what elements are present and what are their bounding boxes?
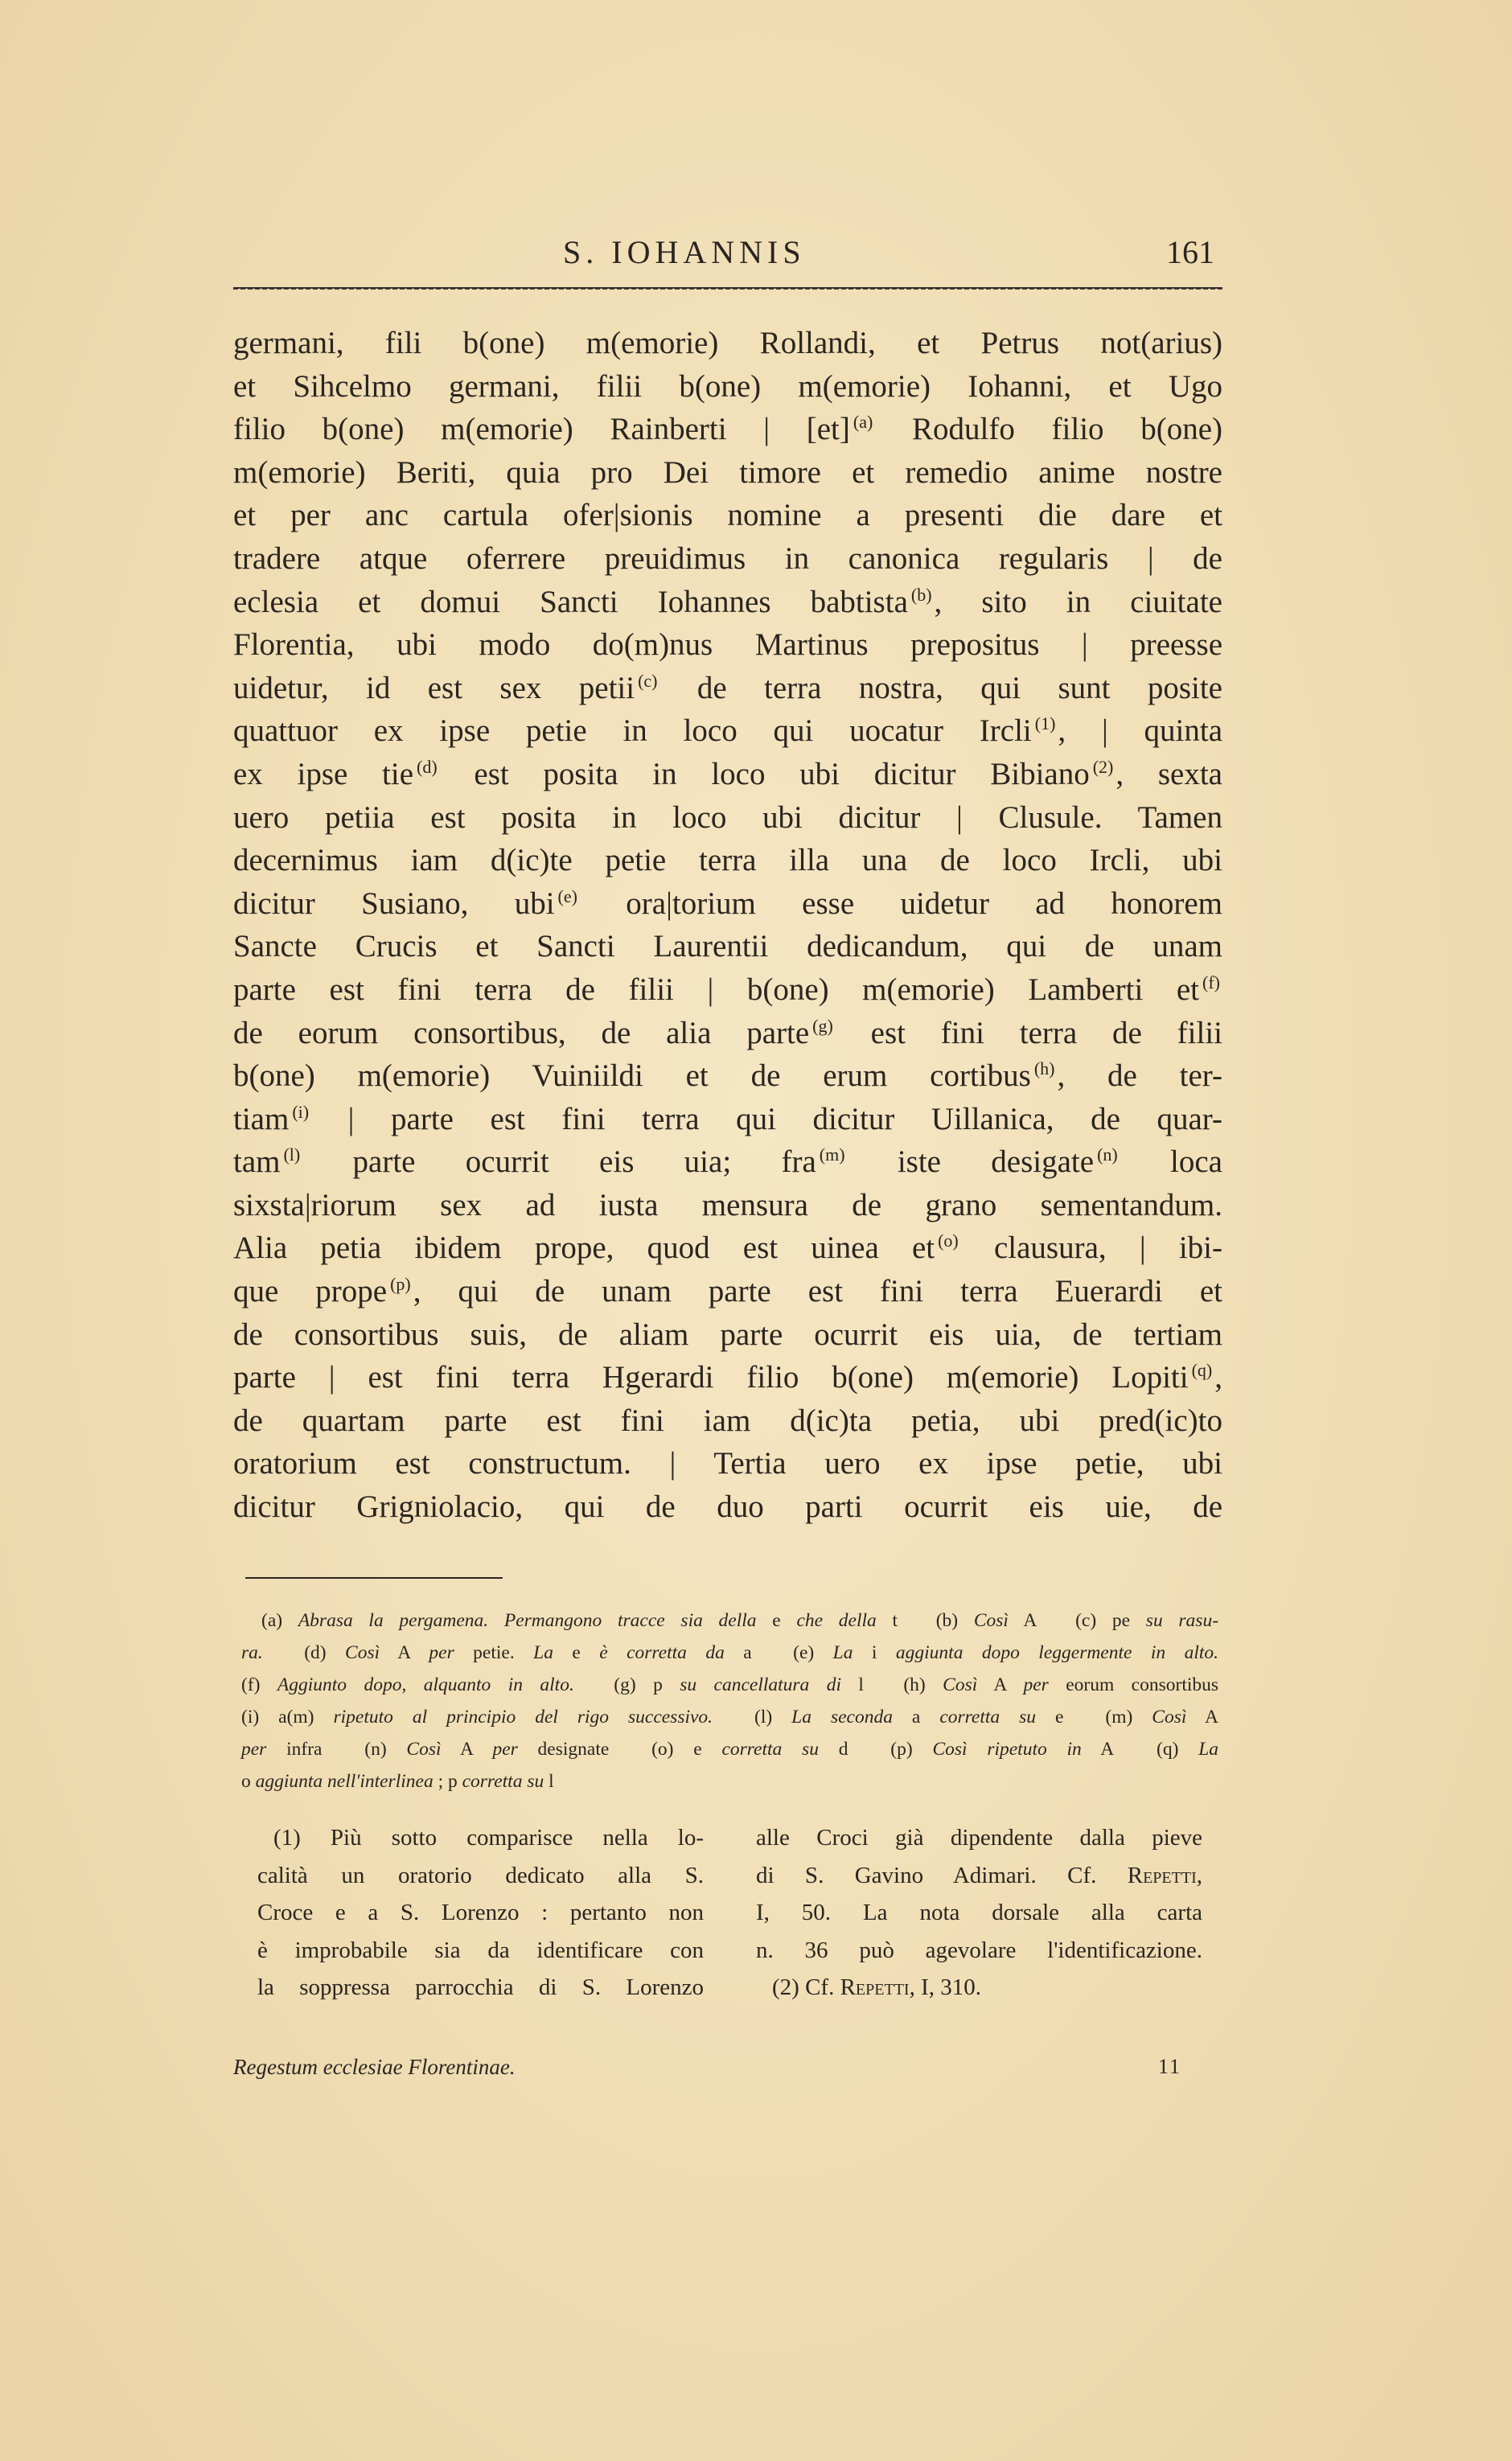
footnote-rule: [245, 1577, 503, 1579]
charter-line: [233, 1098, 1222, 1141]
charter-text-segment: , qui de unam parte est fini terra Euerardi et: [413, 1274, 1223, 1309]
charter-line: [233, 1399, 1222, 1443]
charter-line: [233, 365, 1222, 409]
charter-text-segment: loca: [1120, 1144, 1222, 1180]
apparatus-note-h: (h) Così A per eorum consortibus: [903, 1674, 1219, 1695]
charter-line: [233, 322, 1222, 365]
charter-text-segment: ex ipse tie: [233, 756, 414, 791]
charter-text-segment: Rodulfo filio b(one): [875, 412, 1223, 447]
charter-text-segment: uidetur, id est sex petii: [233, 670, 635, 705]
charter-text-segment: clausura, | ibi-: [960, 1230, 1222, 1266]
apparatus-note-o: (o) e corretta su d: [651, 1739, 848, 1760]
charter-text-segment: eclesia et domui Sancti Iohannes babtista: [233, 584, 908, 619]
charter-line: [233, 925, 1222, 968]
charter-line: [233, 753, 1222, 796]
charter-line: [233, 1442, 1222, 1485]
page-number: 161: [1166, 234, 1214, 270]
charter-line: [233, 796, 1222, 840]
charter-text-segment: sixsta|riorum sex ad iusta mensura de grano sementandum.: [233, 1187, 1222, 1222]
note-marker: (d): [417, 756, 438, 777]
note-line: alle Croci già dipendente dalla pieve: [756, 1825, 1202, 1851]
note-marker: (p): [390, 1274, 411, 1295]
apparatus-note-c: (c) pe su rasu-: [1075, 1610, 1219, 1631]
charter-text-segment: et per anc cartula ofer|sionis nomine a presenti die dare et: [233, 498, 1222, 533]
charter-line: [233, 1184, 1222, 1227]
charter-text-segment: Alia petia ibidem prope, quod est uinea et: [233, 1230, 935, 1266]
charter-line: [233, 451, 1222, 495]
charter-text-segment: dicitur Susiano, ubi: [233, 885, 555, 921]
apparatus-note-e: (e) La i aggiunta dopo leggermente in alto.: [793, 1642, 1219, 1663]
charter-line: [233, 1313, 1222, 1357]
charter-line: [233, 1012, 1222, 1055]
charter-text-segment: filio b(one) m(emorie) Rainberti | [et]: [233, 412, 850, 447]
note-marker: (f): [1202, 972, 1220, 992]
note-marker: (g): [812, 1015, 833, 1036]
apparatus-note-d: (d) Così A per petie. La e è corretta da a: [304, 1642, 752, 1663]
note-marker: (e): [557, 885, 577, 906]
charter-line: [233, 968, 1222, 1012]
charter-text-segment: est fini terra de filii: [835, 1015, 1222, 1050]
apparatus-line: [241, 1701, 1218, 1733]
charter-text-segment: b(one) m(emorie) Vuiniildi et de erum cortibus: [233, 1058, 1031, 1094]
charter-text-segment: et Sihcelmo germani, filii b(one) m(emorie) Iohanni, et Ugo: [233, 368, 1222, 404]
charter-line: [233, 1054, 1222, 1098]
charter-text-segment: | parte est fini terra qui dicitur Uillanica, de quar-: [311, 1101, 1222, 1136]
apparatus-line: [241, 1669, 1218, 1701]
author-name-smallcaps: Repetti: [1127, 1862, 1197, 1888]
charter-line: [233, 581, 1222, 624]
notes-right-column: [756, 1819, 1202, 2007]
charter-text-segment: tam: [233, 1144, 281, 1180]
charter-text-segment: uero petiia est posita in loco ubi dicitur | Clusule. Tamen: [233, 799, 1222, 835]
charter-text-segment: , | quinta: [1058, 713, 1222, 749]
apparatus-line: ra. (d) Così A per petie. La e è corretta da a (e) La i aggiunta dopo leggermente in alto.: [241, 1642, 1219, 1663]
note-marker: (q): [1191, 1360, 1213, 1381]
charter-text-segment: parte | est fini terra Hgerardi filio b(one) m(emorie) Lopiti: [233, 1360, 1189, 1395]
apparatus-line: o aggiunta nell'interlinea ; p corretta su l: [241, 1771, 554, 1792]
apparatus-note-n: (n) Così A per designate: [364, 1739, 610, 1760]
note-marker: (b): [910, 584, 932, 605]
note-line: (2) Cf. Repetti, I, 310.: [772, 1974, 981, 2000]
charter-text-segment: iste desigate: [847, 1144, 1095, 1180]
charter-text-segment: , sexta: [1116, 756, 1222, 791]
note-marker: (i): [292, 1101, 310, 1122]
note-marker: (l): [283, 1144, 301, 1165]
note-marker: (m): [819, 1144, 845, 1165]
charter-text-segment: germani, fili b(one) m(emorie) Rollandi, et Petrus not(arius): [233, 326, 1222, 360]
apparatus-note-a: (a) Abrasa la pergamena. Permangono tracce sia della e che della t: [261, 1610, 898, 1631]
note-line: n. 36 può agevolare l'identificazione.: [756, 1937, 1202, 1963]
charter-line: [233, 494, 1222, 537]
charter-text-segment: oratorium est constructum. | Tertia uero ex ipse petie, ubi: [233, 1446, 1222, 1481]
notes-left-column: [257, 1819, 704, 2007]
charter-text-segment: tiam: [233, 1101, 290, 1136]
apparatus-note-p: (p) Così ripetuto in A: [890, 1739, 1115, 1760]
charter-text-segment: de eorum consortibus, de alia parte: [233, 1015, 810, 1050]
charter-text-segment: decernimus iam d(ic)te petie terra illa una de loco Ircli, ubi: [233, 843, 1222, 878]
note-line: calità un oratorio dedicato alla S.: [257, 1862, 704, 1888]
charter-text-segment: m(emorie) Beriti, quia pro Dei timore et remedio anime nostre: [233, 454, 1222, 490]
charter-text-segment: Florentia, ubi modo do(m)nus Martinus prepositus | preesse: [233, 627, 1222, 663]
charter-line: [233, 1226, 1222, 1270]
charter-line: [233, 1356, 1222, 1399]
apparatus-note-i: (i) a(m) ripetuto al principio del rigo successivo.: [241, 1707, 713, 1728]
charter-text-segment: ,: [1214, 1360, 1222, 1395]
note-marker: (2): [1092, 756, 1114, 777]
charter-text: [233, 322, 1222, 1529]
charter-text-segment: quattuor ex ipse petie in loco qui uocatur Ircli: [233, 713, 1032, 749]
note-line: di S. Gavino Adimari. Cf. Repetti,: [756, 1862, 1202, 1888]
charter-text-segment: de consortibus suis, de aliam parte ocurrit eis uia, de tertiam: [233, 1317, 1222, 1352]
apparatus-line: per infra (n) Così A per designate (o) e corretta su d (p) Così ripetuto in A (q) La: [241, 1739, 1219, 1760]
note-marker: (a): [853, 412, 873, 433]
note-line: I, 50. La nota dorsale alla carta: [756, 1900, 1202, 1925]
charter-text-segment: dicitur Grigniolacio, qui de duo parti ocurrit eis uie, de: [233, 1489, 1222, 1525]
charter-text-segment: tradere atque oferrere preuidimus in canonica regularis | de: [233, 540, 1222, 576]
note-marker: (o): [938, 1230, 959, 1251]
charter-line: [233, 839, 1222, 882]
header-rule: [233, 287, 1222, 290]
charter-text-segment: que prope: [233, 1274, 388, 1309]
author-name-smallcaps: Repetti: [840, 1974, 910, 2000]
note-line: (1) Più sotto comparisce nella lo-: [273, 1825, 704, 1851]
apparatus-line: [241, 1604, 1218, 1637]
charter-line: [233, 623, 1222, 667]
charter-line: [233, 1140, 1222, 1184]
apparatus-note-g: (g) p su cancellatura di l: [614, 1674, 864, 1695]
charter-text-segment: de quartam parte est fini iam d(ic)ta petia, ubi pred(ic)to: [233, 1403, 1222, 1438]
note-marker: (c): [638, 670, 658, 691]
apparatus-note-b: (b) Così A: [935, 1610, 1037, 1631]
charter-text-segment: est posita in loco ubi dicitur Bibiano: [439, 756, 1090, 791]
apparatus-note-m: (m) Così A: [1105, 1707, 1219, 1728]
apparatus-note-l: (l) La seconda a corretta su e: [754, 1707, 1064, 1728]
running-title: S. IOHANNIS: [563, 234, 806, 270]
note-marker: (n): [1097, 1144, 1118, 1165]
charter-line: [233, 1270, 1222, 1313]
charter-text-segment: ora|torium esse uidetur ad honorem: [579, 885, 1222, 921]
note-marker: (h): [1033, 1058, 1055, 1079]
note-line: la soppressa parrocchia di S. Lorenzo: [257, 1974, 704, 2000]
note-line: è improbabile sia da identificare con: [257, 1937, 704, 1963]
apparatus-note-q: (q) La: [1157, 1739, 1219, 1760]
signature-mark: 11: [1158, 2055, 1182, 2078]
charter-line: [233, 709, 1222, 753]
note-marker: (1): [1034, 713, 1056, 734]
running-head: [233, 233, 1214, 273]
charter-line: [233, 537, 1222, 581]
charter-text-segment: parte est fini terra de filii | b(one) m(emorie) Lamberti et: [233, 972, 1200, 1007]
charter-text-segment: parte ocurrit eis uia; fra: [302, 1144, 816, 1180]
note-line: Croce e a S. Lorenzo : pertanto non: [257, 1900, 704, 1925]
charter-line: [233, 408, 1222, 451]
charter-line: [233, 882, 1222, 926]
critical-apparatus: [241, 1604, 1218, 1797]
apparatus-note-f: (f) Aggiunto dopo, alquanto in alto.: [241, 1674, 574, 1695]
charter-text-segment: Sancte Crucis et Sancti Laurentii dedicandum, qui de unam: [233, 929, 1222, 964]
charter-text-segment: , de ter-: [1057, 1058, 1223, 1094]
signature-title: Regestum ecclesiae Florentinae.: [233, 2055, 516, 2079]
charter-line: [233, 1485, 1222, 1529]
charter-line: [233, 667, 1222, 710]
charter-text-segment: , sito in ciuitate: [934, 584, 1222, 619]
charter-text-segment: de terra nostra, qui sunt posite: [659, 670, 1222, 705]
